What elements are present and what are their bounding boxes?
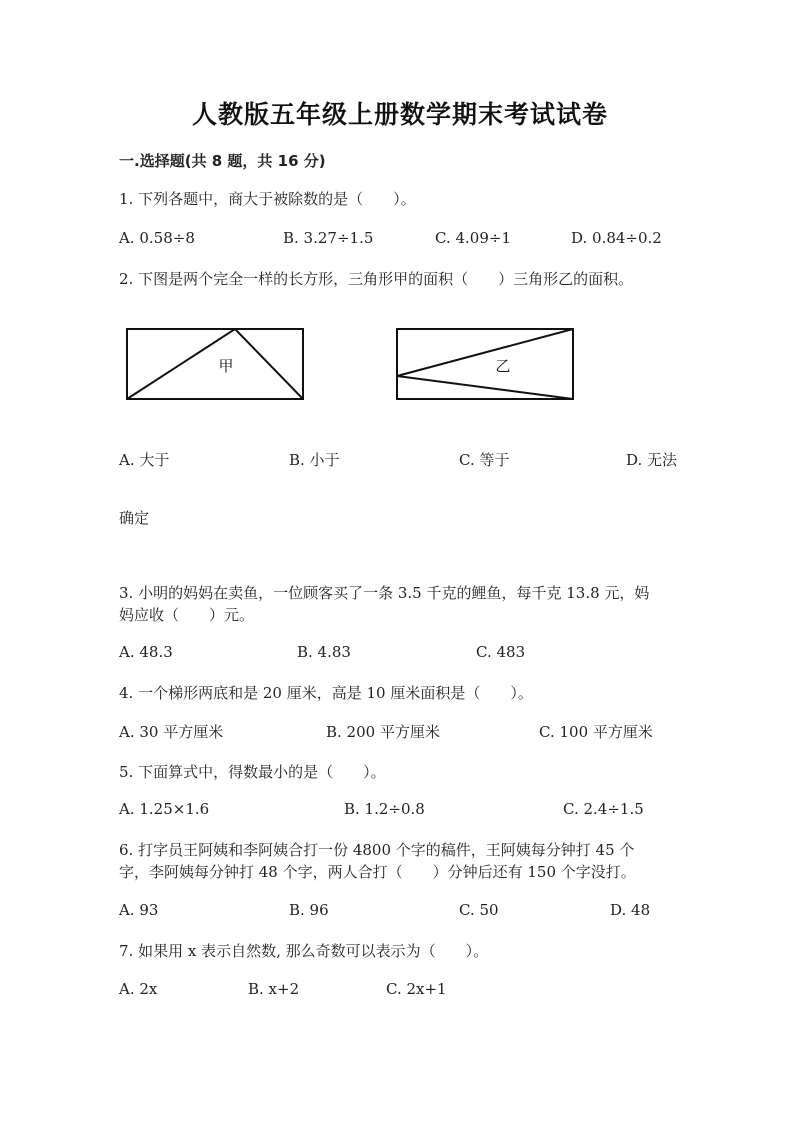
question-1-option-d: D. 0.84÷0.2 [571,229,662,247]
question-3-option-a: A. 48.3 [119,643,173,661]
question-4-stem: 4. 一个梯形两底和是 20 厘米，高是 10 厘米面积是（ ）。 [119,684,533,702]
question-5-option-c: C. 2.4÷1.5 [563,800,644,818]
rectangle-figure-jia [124,326,306,406]
question-7-option-b: B. x+2 [248,980,300,998]
question-7-stem: 7. 如果用 x 表示自然数, 那么奇数可以表示为（ ）。 [119,942,489,960]
question-5-option-a: A. 1.25×1.6 [119,800,210,818]
question-1-option-b: B. 3.27÷1.5 [283,229,374,247]
question-3-option-c: C. 483 [476,643,526,661]
question-2-option-d: D. 无法 [626,451,678,469]
question-2-option-c: C. 等于 [459,451,510,469]
rectangle-figure-yi [394,326,576,406]
triangle-label-yi: 乙 [495,357,511,375]
question-6-stem-line-1: 6. 打字员王阿姨和李阿姨合打一份 4800 个字的稿件，王阿姨每分钟打 45 个 [119,841,635,859]
question-6-stem-line-2: 字，李阿姨每分钟打 48 个字，两人合打（ ）分钟后还有 150 个字没打。 [119,863,636,881]
question-7-option-a: A. 2x [119,980,158,998]
question-3-stem-line-2: 妈应收（ ）元。 [119,606,255,624]
question-3-stem-line-1: 3. 小明的妈妈在卖鱼，一位顾客买了一条 3.5 千克的鲤鱼，每千克 13.8 元，妈 [119,584,650,602]
question-1-stem: 1. 下列各题中，商大于被除数的是（ ）。 [119,190,416,208]
question-6-option-d: D. 48 [610,901,651,919]
question-6-option-a: A. 93 [119,901,159,919]
section-heading: 一.选择题(共 8 题，共 16 分) [119,152,326,170]
question-2-option-a: A. 大于 [119,451,170,469]
question-4-option-b: B. 200 平方厘米 [326,723,440,741]
triangle-label-jia: 甲 [218,357,234,375]
question-5-option-b: B. 1.2÷0.8 [344,800,425,818]
question-4-option-a: A. 30 平方厘米 [119,723,224,741]
question-5-stem: 5. 下面算式中，得数最小的是（ ）。 [119,763,386,781]
question-2-stem: 2. 下图是两个完全一样的长方形，三角形甲的面积（ ）三角形乙的面积。 [119,270,634,288]
question-2-option-b: B. 小于 [289,451,340,469]
question-3-option-b: B. 4.83 [297,643,351,661]
exam-title: 人教版五年级上册数学期末考试试卷 [191,100,608,129]
question-4-option-c: C. 100 平方厘米 [539,723,653,741]
question-7-option-c: C. 2x+1 [386,980,447,998]
question-6-option-c: C. 50 [459,901,499,919]
question-1-option-a: A. 0.58÷8 [119,229,195,247]
question-1-option-c: C. 4.09÷1 [435,229,511,247]
question-6-option-b: B. 96 [289,901,329,919]
question-2-option-continuation: 确定 [119,509,150,527]
